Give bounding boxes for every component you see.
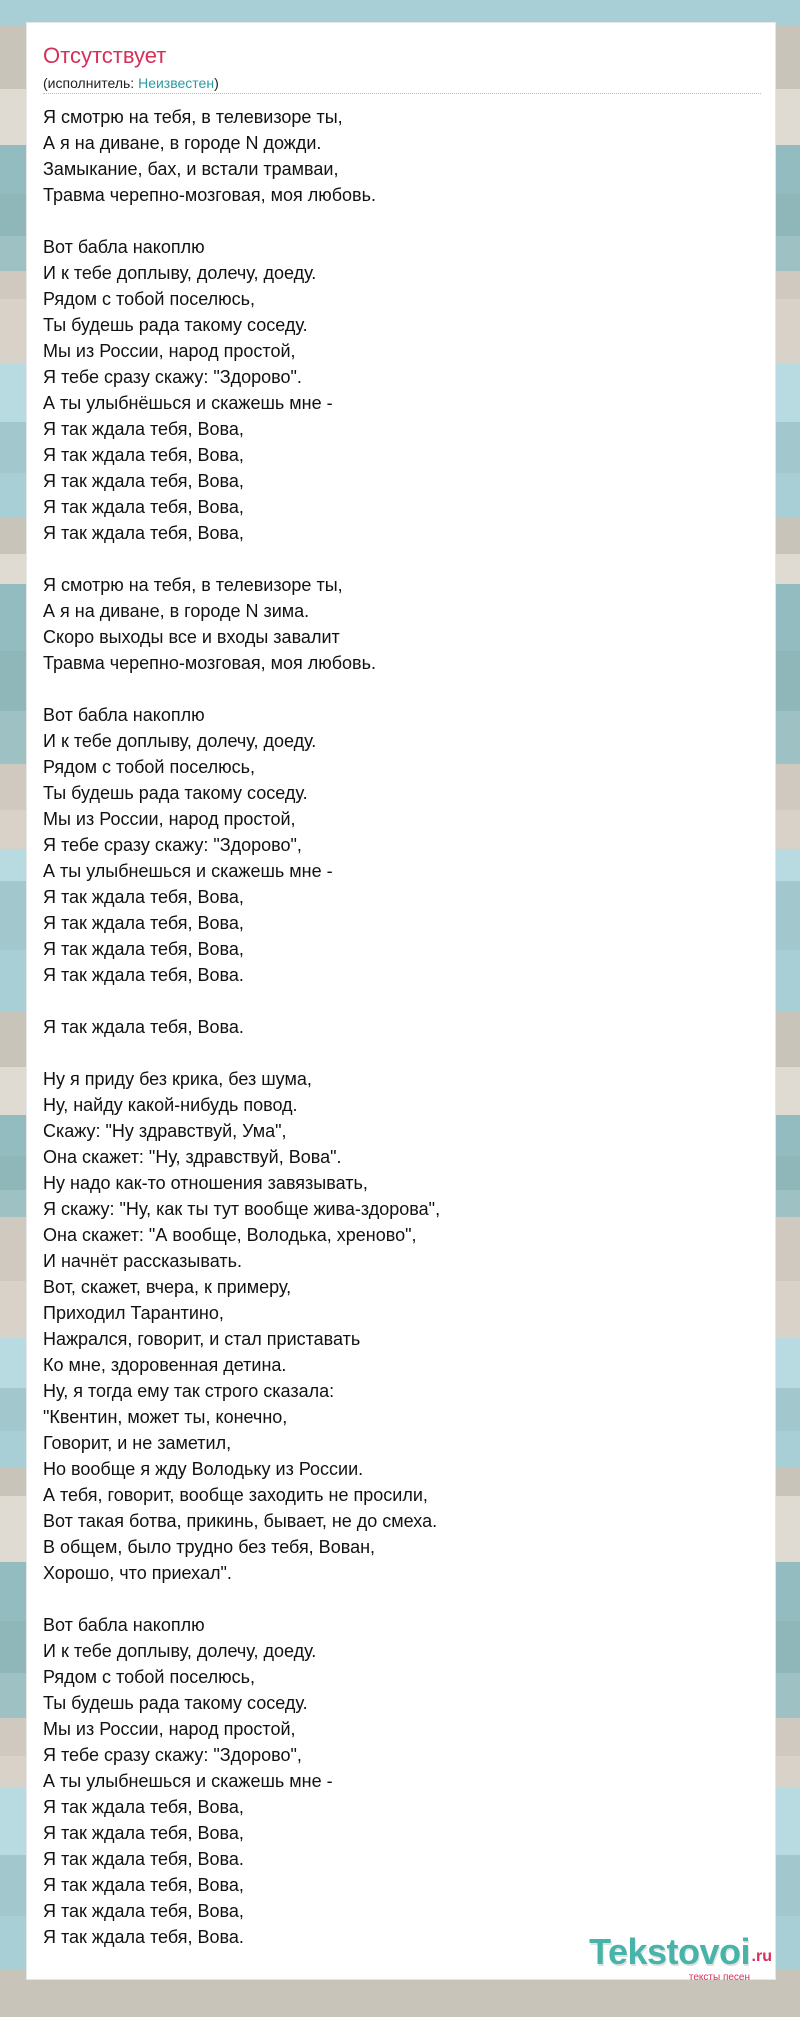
lyric-line: А я на диване, в городе N дожди. <box>43 133 322 153</box>
lyric-line: Травма черепно-мозговая, моя любовь. <box>43 185 376 205</box>
lyric-line: Я смотрю на тебя, в телевизоре ты, <box>43 107 343 127</box>
artist-suffix: ) <box>214 75 219 91</box>
lyric-line: Ну я приду без крика, без шума, <box>43 1069 312 1089</box>
lyric-line: Я так ждала тебя, Вова. <box>43 1927 244 1947</box>
lyric-line: И к тебе доплыву, долечу, доеду. <box>43 731 317 751</box>
lyric-line: Приходил Тарантино, <box>43 1303 224 1323</box>
lyric-line: Я так ждала тебя, Вова, <box>43 1875 244 1895</box>
lyric-line: Я так ждала тебя, Вова. <box>43 1017 244 1037</box>
lyrics-text <box>43 104 761 1950</box>
lyric-line: Мы из России, народ простой, <box>43 809 296 829</box>
artist-line <box>43 75 219 91</box>
lyric-line: Я тебе сразу скажу: "Здорово", <box>43 835 302 855</box>
lyric-line <box>43 988 761 1014</box>
lyric-line: Вот такая ботва, прикинь, бывает, не до смеха. <box>43 1511 438 1531</box>
lyric-line: Я смотрю на тебя, в телевизоре ты, <box>43 575 343 595</box>
lyric-line: Я так ждала тебя, Вова, <box>43 1823 244 1843</box>
lyric-line: Я так ждала тебя, Вова, <box>43 887 244 907</box>
lyric-line: Я так ждала тебя, Вова, <box>43 1901 244 1921</box>
lyric-line: Ко мне, здоровенная детина. <box>43 1355 287 1375</box>
lyric-line: Вот бабла накоплю <box>43 237 205 257</box>
lyric-line: Она скажет: "А вообще, Володька, хреново", <box>43 1225 417 1245</box>
lyric-line: Я так ждала тебя, Вова, <box>43 419 244 439</box>
lyric-line: Вот бабла накоплю <box>43 1615 205 1635</box>
lyric-line: А я на диване, в городе N зима. <box>43 601 310 621</box>
lyric-line: Скоро выходы все и входы завалит <box>43 627 340 647</box>
lyric-line: Я так ждала тебя, Вова, <box>43 523 244 543</box>
lyric-line: Вот, скажет, вчера, к примеру, <box>43 1277 292 1297</box>
lyric-line: И начнёт рассказывать. <box>43 1251 242 1271</box>
lyric-line <box>43 676 761 702</box>
lyric-line <box>43 1040 761 1066</box>
lyric-line: Я скажу: "Ну, как ты тут вообще жива-здорова", <box>43 1199 441 1219</box>
lyric-line: Говорит, и не заметил, <box>43 1433 232 1453</box>
lyric-line: Рядом с тобой поселюсь, <box>43 757 256 777</box>
lyric-line: А тебя, говорит, вообще заходить не просили, <box>43 1485 428 1505</box>
lyric-line: Рядом с тобой поселюсь, <box>43 289 256 309</box>
lyric-line: Ты будешь рада такому соседу. <box>43 315 308 335</box>
lyric-line: Вот бабла накоплю <box>43 705 205 725</box>
lyric-line: В общем, было трудно без тебя, Вован, <box>43 1537 376 1557</box>
artist-link[interactable]: Неизвестен <box>138 75 215 91</box>
lyric-line: Я тебе сразу скажу: "Здорово". <box>43 367 302 387</box>
lyric-line: Но вообще я жду Володьку из России. <box>43 1459 364 1479</box>
lyrics-card <box>26 22 776 1980</box>
lyric-line: Замыкание, бах, и встали трамваи, <box>43 159 339 179</box>
lyric-line: Ну, найду какой-нибудь повод. <box>43 1095 298 1115</box>
lyric-line: Хорошо, что приехал". <box>43 1563 232 1583</box>
title-divider <box>43 93 761 94</box>
artist-prefix: (исполнитель: <box>43 75 139 91</box>
lyric-line: Ты будешь рада такому соседу. <box>43 783 308 803</box>
lyric-line: Она скажет: "Ну, здравствуй, Вова". <box>43 1147 342 1167</box>
lyric-line: А ты улыбнешься и скажешь мне - <box>43 861 333 881</box>
lyric-line: Я так ждала тебя, Вова, <box>43 913 244 933</box>
lyric-line: Скажу: "Ну здравствуй, Ума", <box>43 1121 287 1141</box>
lyric-line: Ну надо как-то отношения завязывать, <box>43 1173 368 1193</box>
lyric-line: Травма черепно-мозговая, моя любовь. <box>43 653 376 673</box>
lyric-line: Мы из России, народ простой, <box>43 1719 296 1739</box>
lyric-line: Нажрался, говорит, и стал приставать <box>43 1329 361 1349</box>
lyric-line: Я так ждала тебя, Вова, <box>43 1797 244 1817</box>
lyric-line: Я так ждала тебя, Вова, <box>43 939 244 959</box>
logo-tagline: тексты песен <box>688 1972 750 1983</box>
lyric-line: Я так ждала тебя, Вова. <box>43 1849 244 1869</box>
lyric-line <box>43 1586 761 1612</box>
lyric-line: Я так ждала тебя, Вова, <box>43 445 244 465</box>
lyric-line: "Квентин, может ты, конечно, <box>43 1407 288 1427</box>
logo-name: Tekstovoi <box>589 1931 750 1972</box>
tekstovoi-logo[interactable] <box>562 1932 772 1986</box>
lyric-line: И к тебе доплыву, долечу, доеду. <box>43 263 317 283</box>
lyric-line: Мы из России, народ простой, <box>43 341 296 361</box>
lyric-line: И к тебе доплыву, долечу, доеду. <box>43 1641 317 1661</box>
lyric-line: Я тебе сразу скажу: "Здорово", <box>43 1745 302 1765</box>
song-title: Отсутствует <box>43 43 167 68</box>
lyric-line: Я так ждала тебя, Вова, <box>43 471 244 491</box>
lyric-line: Ты будешь рада такому соседу. <box>43 1693 308 1713</box>
lyric-line <box>43 208 761 234</box>
lyric-line: Я так ждала тебя, Вова, <box>43 497 244 517</box>
lyric-line: Ну, я тогда ему так строго сказала: <box>43 1381 335 1401</box>
lyric-line <box>43 546 761 572</box>
lyric-line: А ты улыбнёшься и скажешь мне - <box>43 393 333 413</box>
lyric-line: А ты улыбнешься и скажешь мне - <box>43 1771 333 1791</box>
lyric-line: Я так ждала тебя, Вова. <box>43 965 244 985</box>
lyric-line: Рядом с тобой поселюсь, <box>43 1667 256 1687</box>
logo-tld: .ru <box>751 1948 772 1965</box>
